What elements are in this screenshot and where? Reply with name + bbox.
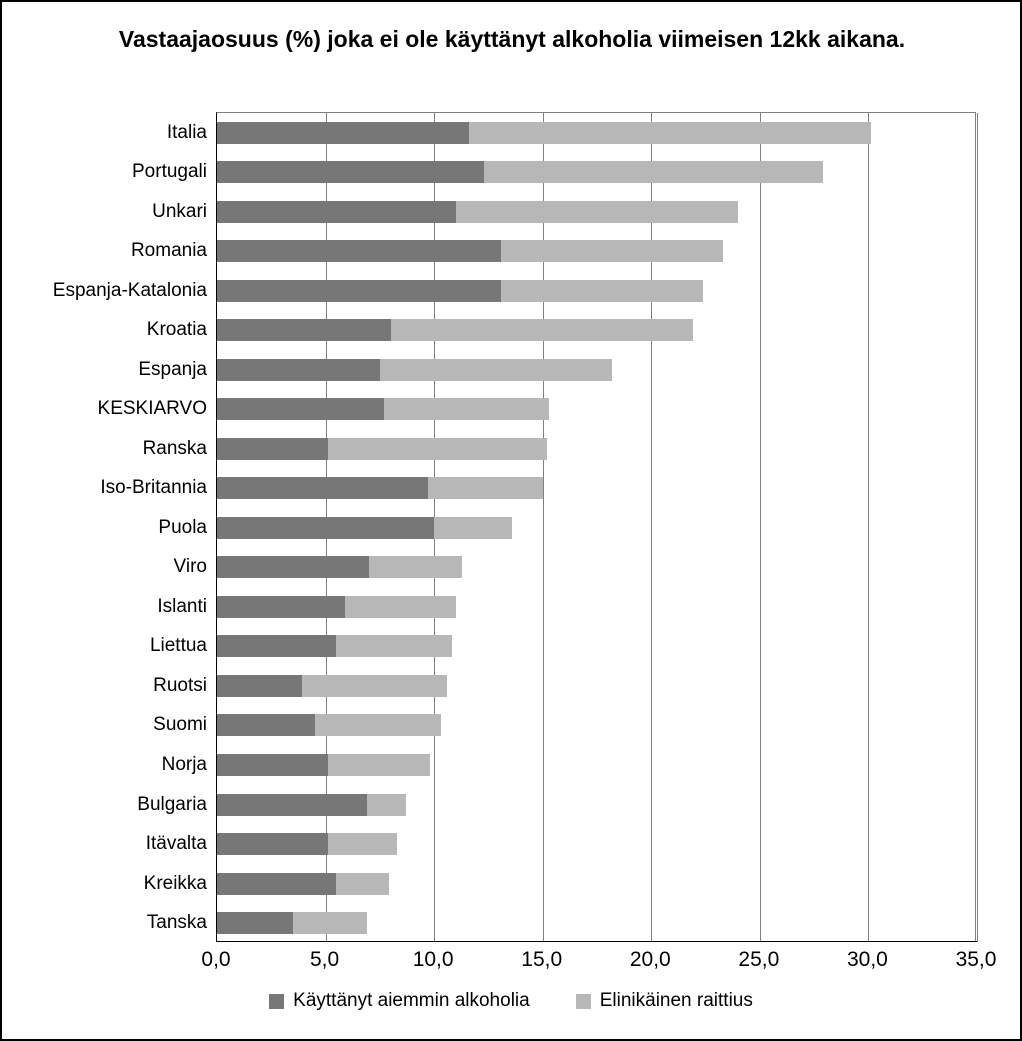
bar-segment-series-2	[315, 714, 441, 736]
legend-swatch-series-1	[269, 994, 284, 1009]
category-label: Italia	[166, 121, 207, 143]
chart-row	[166, 113, 975, 153]
x-tick-label: 10,0	[412, 948, 454, 971]
category-label: Ruotsi	[153, 674, 207, 696]
stacked-bar	[217, 675, 447, 697]
category-label: KESKIARVO	[97, 398, 207, 420]
stacked-bar	[217, 596, 456, 618]
bar-segment-series-2	[484, 161, 823, 183]
chart-row	[152, 192, 975, 232]
chart-row	[52, 271, 975, 311]
category-label: Puola	[158, 516, 207, 538]
stacked-bar	[217, 833, 397, 855]
bar-segment-series-2	[434, 517, 512, 539]
x-tick-label: 30,0	[846, 948, 888, 971]
category-label: Iso-Britannia	[100, 477, 207, 499]
legend-item-series-1	[269, 990, 530, 1012]
stacked-bar	[217, 359, 612, 381]
chart-row	[153, 706, 975, 746]
category-label: Kroatia	[146, 319, 207, 341]
bar-segment-series-2	[328, 438, 547, 460]
legend-item-series-2	[576, 990, 753, 1012]
bar-segment-series-2	[469, 122, 871, 144]
bar-segment-series-2	[456, 201, 738, 223]
bar-segment-series-2	[336, 873, 388, 895]
x-tick-label: 15,0	[521, 948, 563, 971]
stacked-bar	[217, 201, 738, 223]
stacked-bar	[217, 477, 543, 499]
bar-segment-series-1	[217, 398, 384, 420]
legend-swatch-series-2	[576, 994, 591, 1009]
bar-segment-series-2	[501, 280, 703, 302]
category-label: Norja	[161, 754, 207, 775]
category-label: Bulgaria	[137, 793, 207, 815]
bar-rows	[52, 113, 975, 942]
bar-segment-series-1	[217, 319, 391, 341]
bar-segment-series-2	[328, 833, 397, 855]
stacked-bar	[217, 240, 723, 262]
chart-row	[173, 548, 975, 588]
stacked-bar	[217, 794, 406, 816]
bar-segment-series-1	[217, 794, 367, 816]
bar-segment-series-1	[217, 714, 315, 736]
bar-segment-series-1	[217, 438, 328, 460]
bar-segment-series-2	[501, 240, 722, 262]
bar-segment-series-1	[217, 201, 456, 223]
stacked-bar	[217, 438, 547, 460]
gridline	[977, 113, 978, 942]
chart-row	[157, 587, 975, 627]
chart-row	[161, 745, 975, 785]
chart-row	[158, 508, 975, 548]
bar-segment-series-1	[217, 675, 302, 697]
chart-title: Vastaajaosuus (%) joka ei ole käyttänyt alkoholia viimeisen 12kk aikana.	[118, 26, 906, 52]
x-tick-label: 35,0	[955, 948, 997, 971]
chart-row	[132, 153, 975, 193]
stacked-bar	[217, 517, 512, 539]
chart-row	[146, 903, 975, 943]
x-tick-label: 0,0	[201, 948, 231, 971]
x-tick-label: 25,0	[738, 948, 780, 971]
stacked-bar	[217, 635, 452, 657]
bar-segment-series-1	[217, 556, 369, 578]
bar-segment-series-2	[328, 754, 430, 776]
category-label: Unkari	[152, 200, 207, 222]
bar-segment-series-2	[428, 477, 543, 499]
category-label: Viro	[173, 556, 207, 578]
bar-segment-series-1	[217, 754, 328, 776]
category-label: Ranska	[142, 437, 207, 459]
chart-row	[145, 824, 975, 864]
bar-segment-series-1	[217, 517, 434, 539]
chart-row	[137, 785, 975, 825]
x-tick-label: 20,0	[629, 948, 671, 971]
chart-row	[153, 666, 975, 706]
bar-segment-series-1	[217, 122, 469, 144]
chart-row	[138, 350, 975, 390]
bar-segment-series-1	[217, 596, 345, 618]
stacked-bar	[217, 754, 430, 776]
bar-segment-series-1	[217, 161, 484, 183]
bar-segment-series-2	[367, 794, 406, 816]
stacked-bar	[217, 556, 462, 578]
x-axis-line	[216, 941, 977, 942]
category-label: Itävalta	[145, 833, 207, 855]
category-label: Kreikka	[143, 872, 207, 894]
bar-segment-series-2	[302, 675, 447, 697]
chart-row	[143, 864, 975, 904]
category-label: Islanti	[157, 595, 207, 617]
chart-row	[149, 627, 975, 667]
stacked-bar	[217, 714, 441, 736]
chart-row	[97, 390, 975, 430]
bar-segment-series-2	[345, 596, 456, 618]
bar-segment-series-2	[369, 556, 462, 578]
chart-row	[130, 232, 975, 272]
x-tick-label: 5,0	[309, 948, 340, 971]
bar-segment-series-2	[336, 635, 451, 657]
stacked-bar	[217, 319, 693, 341]
bar-segment-series-1	[217, 359, 380, 381]
bar-segment-series-1	[217, 280, 501, 302]
category-label: Portugali	[132, 161, 207, 183]
category-label: Tanska	[146, 912, 207, 934]
bar-segment-series-1	[217, 635, 336, 657]
chart-row	[146, 311, 975, 351]
legend-label-series-2: Elinikäinen raittius	[599, 990, 753, 1011]
stacked-bar	[217, 280, 703, 302]
chart-row	[142, 429, 975, 469]
bar-segment-series-2	[380, 359, 612, 381]
stacked-bar	[217, 398, 549, 420]
stacked-bar	[217, 161, 823, 183]
category-label: Suomi	[153, 714, 207, 736]
bar-segment-series-1	[217, 873, 336, 895]
stacked-bar	[217, 912, 367, 934]
bar-segment-series-2	[293, 912, 367, 934]
legend-label-series-1: Käyttänyt aiemmin alkoholia	[293, 990, 530, 1011]
bar-segment-series-1	[217, 477, 428, 499]
category-label: Romania	[130, 240, 207, 262]
category-label: Espanja-Katalonia	[52, 279, 207, 301]
bar-segment-series-1	[217, 912, 293, 934]
bar-segment-series-1	[217, 833, 328, 855]
stacked-bar	[217, 122, 871, 144]
bar-segment-series-1	[217, 240, 501, 262]
stacked-bar	[217, 873, 389, 895]
bar-segment-series-2	[391, 319, 693, 341]
category-label: Espanja	[138, 358, 207, 380]
chart-row	[100, 469, 975, 509]
bar-segment-series-2	[384, 398, 549, 420]
plot-area	[52, 112, 976, 942]
chart-legend	[2, 990, 1020, 1012]
category-label: Liettua	[149, 635, 207, 657]
